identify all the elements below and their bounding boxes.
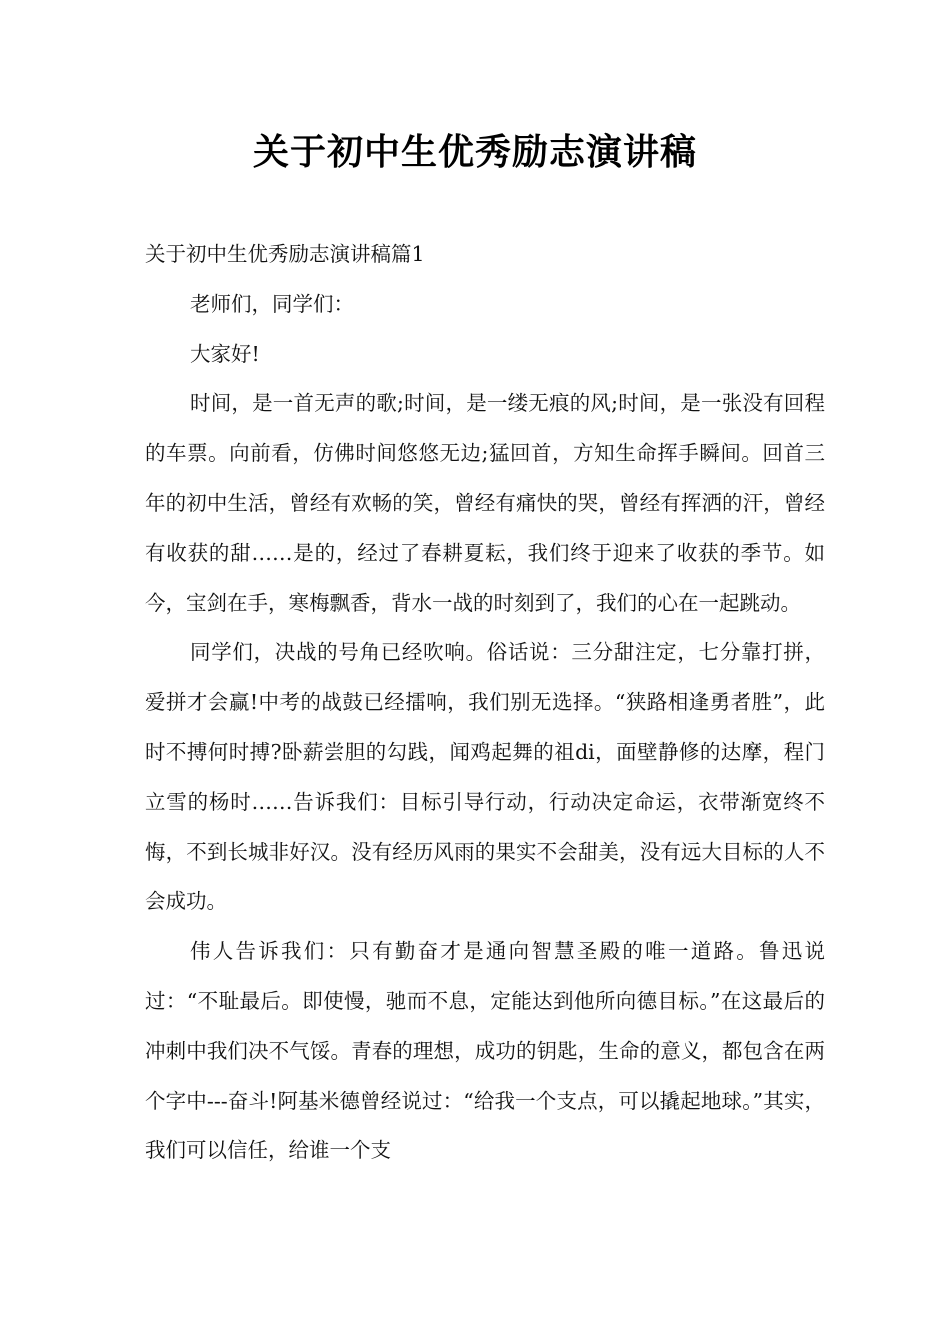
document-body: [145, 230, 825, 1176]
section-heading: 关于初中生优秀励志演讲稿篇1: [145, 242, 425, 266]
body-paragraph-time: 时间，是一首无声的歌;时间，是一缕无痕的风;时间，是一张没有回程的车票。向前看，仿佛时间悠悠无边;猛回首，方知生命挥手瞬间。回首三年的初中生活，曾经有欢畅的笑，曾经有痛快的哭，曾经有挥洒的汗，曾经有收获的甜……是的，经过了春耕夏耘，我们终于迎来了收获的季节。如今，宝剑在手，寒梅飘香，背水一战的时刻到了，我们的心在一起跳动。: [145, 391, 825, 615]
salutation-paragraph: 老师们，同学们：: [190, 291, 354, 316]
body-paragraph-diligence: 伟人告诉我们：只有勤奋才是通向智慧圣殿的唯一道路。鲁迅说过：“不耻最后。即使慢，驰而不息，定能达到他所向德目标。”在这最后的冲刺中我们决不气馁。青春的理想，成功的钥匙，生命的意义，都包含在两个字中---奋斗!阿基米德曾经说过：“给我一个支点，可以撬起地球。”其实，我们可以信任，给谁一个支: [145, 939, 825, 1163]
document-title: 关于初中生优秀励志演讲稿: [252, 132, 697, 173]
greeting-paragraph: 大家好!: [190, 341, 260, 366]
body-paragraph-battle: 同学们，决战的号角已经吹响。俗话说：三分甜注定，七分靠打拼，爱拼才会赢!中考的战鼓已经擂响，我们别无选择。“狭路相逢勇者胜”，此时不搏何时搏?卧薪尝胆的勾践，闻鸡起舞的祖di，面壁静修的达摩，程门立雪的杨时……告诉我们：目标引导行动，行动决定命运，衣带渐宽终不悔，不到长城非好汉。没有经历风雨的果实不会甜美，没有远大目标的人不会成功。: [145, 640, 825, 914]
